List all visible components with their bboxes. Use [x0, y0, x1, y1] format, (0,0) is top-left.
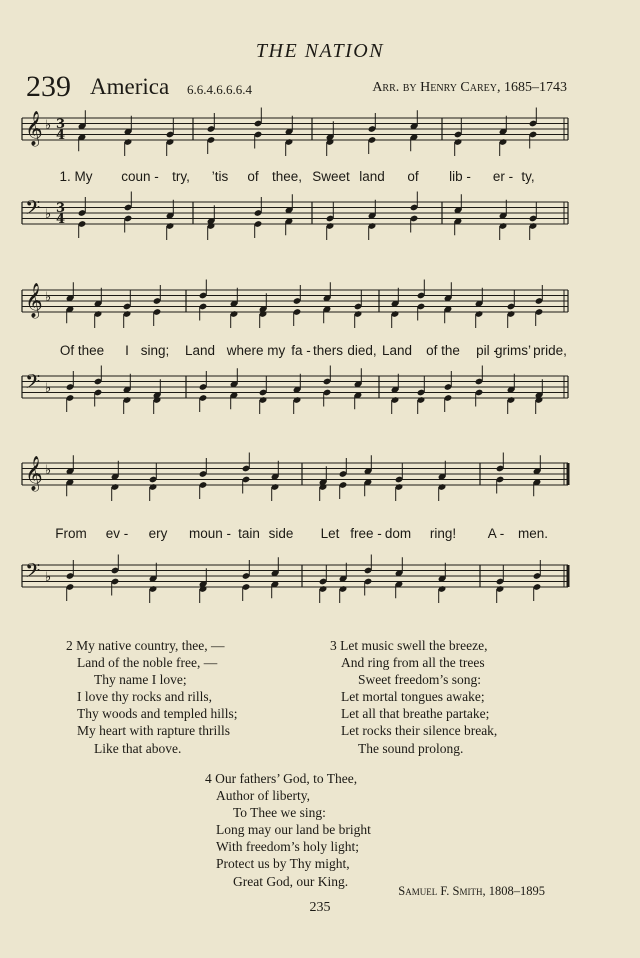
lyric-syllable: where my [226, 343, 286, 358]
lyric-syllable: 1. My [59, 169, 93, 184]
flat-icon: ♭ [45, 207, 52, 222]
verse-line: Like that above. [94, 740, 182, 756]
arrangement-credit: Arr. by Henry Carey, 1685–1743 [372, 80, 567, 95]
lyric-syllable: fa - [291, 343, 311, 358]
lyric-syllable: Land [381, 343, 413, 358]
lyric-syllable: thers [312, 343, 344, 358]
section-title: THE NATION [255, 40, 385, 62]
time-signature-denominator: 4 [56, 212, 66, 227]
verse-line: Let mortal tongues awake; [341, 689, 485, 705]
lyric-syllable: try, [172, 169, 190, 184]
verse-line: 3 Let music swell the breeze, [330, 638, 488, 653]
lyric-syllable: Of thee [59, 343, 105, 358]
flat-icon: ♭ [45, 570, 52, 585]
bass-clef-icon: 𝄢 [25, 370, 41, 398]
lyric-syllable: Land [184, 343, 216, 358]
lyric-syllable: land [359, 169, 385, 184]
verse-line: 2 My native country, thee, — [66, 638, 225, 653]
lyric-syllable: tain [238, 526, 260, 541]
music-system-3 [0, 455, 640, 585]
verse-line: Thy name I love; [94, 672, 187, 688]
verse-line: Great God, our King. [233, 873, 349, 889]
verse-line: Sweet freedom’s song: [358, 672, 481, 688]
treble-clef-icon: 𝄞 [25, 283, 43, 318]
page-number: 235 [309, 900, 331, 915]
flat-icon: ♭ [45, 463, 52, 478]
lyric-syllable: of [407, 169, 419, 184]
flat-icon: ♭ [45, 118, 52, 133]
lyric-syllable: lib - [449, 169, 471, 184]
lyric-syllable: A - [487, 526, 505, 541]
lyric-syllable: coun - [121, 169, 159, 184]
time-signature-numerator: 3 [56, 117, 66, 132]
verse-line: Long may our land be bright [216, 822, 371, 838]
bass-clef-icon: 𝄢 [25, 196, 41, 224]
lyric-syllable: of [247, 169, 259, 184]
verse-line: The sound prolong. [358, 740, 464, 756]
lyric-syllable: died, [347, 343, 377, 358]
lyric-syllable: sing; [140, 343, 170, 358]
verse-4 [205, 770, 371, 890]
lyric-syllable: free - [350, 526, 382, 541]
verse-2 [66, 637, 237, 757]
verse-line: With freedom’s holy light; [216, 839, 360, 855]
lyric-syllable: er - [492, 169, 514, 184]
time-signature-numerator: 3 [56, 201, 66, 216]
verse-line: To Thee we sing: [233, 805, 326, 821]
verse-line: I love thy rocks and rills, [77, 689, 212, 705]
lyric-syllable: pride, [533, 343, 567, 358]
lyric-syllable: grims’ [495, 343, 531, 358]
verse-line: 4 Our fathers’ God, to Thee, [205, 771, 358, 786]
lyric-syllable: ’tis [211, 169, 229, 184]
verse-line: Author of liberty, [216, 788, 310, 804]
lyric-syllable: dom [384, 526, 412, 541]
verse-line: Thy woods and templed hills; [77, 706, 238, 722]
verse-line: My heart with rapture thrills [77, 723, 230, 739]
author-credit: Samuel F. Smith, 1808–1895 [398, 884, 545, 898]
lyric-syllable: men. [517, 526, 549, 541]
hymn-meter: 6.6.4.6.6.6.4 [187, 82, 252, 97]
lyric-syllable: moun - [188, 526, 232, 541]
lyric-syllable: pil - [476, 343, 498, 358]
verse-3 [330, 637, 497, 757]
verse-line: And ring from all the trees [341, 655, 485, 671]
treble-clef-icon: 𝄞 [25, 456, 43, 491]
verse-line: Land of the noble free, — [77, 655, 218, 671]
hymn-name: America [90, 74, 170, 99]
lyric-syllable: ring! [429, 526, 457, 541]
verse-line: Let rocks their silence break, [341, 723, 498, 739]
lyric-syllable: of the [426, 343, 460, 358]
hymn-number: 239 [26, 70, 71, 103]
lyric-syllable: I [125, 343, 129, 358]
lyric-syllable: From [55, 526, 87, 541]
lyric-syllable: thee, [271, 169, 303, 184]
lyric-syllable: Sweet [312, 169, 350, 184]
time-signature-denominator: 4 [56, 128, 66, 143]
flat-icon: ♭ [45, 381, 52, 396]
treble-clef-icon: 𝄞 [25, 111, 43, 146]
flat-icon: ♭ [45, 290, 52, 305]
lyric-syllable: ery [148, 526, 168, 541]
verse-line: Let all that breathe partake; [341, 706, 490, 722]
bass-clef-icon: 𝄢 [25, 559, 41, 587]
lyric-syllable: side [268, 526, 294, 541]
lyric-syllable: ev - [105, 526, 129, 541]
lyric-syllable: ty, [521, 169, 535, 184]
verse-line: Protect us by Thy might, [216, 856, 350, 872]
lyric-syllable: Let [320, 526, 340, 541]
